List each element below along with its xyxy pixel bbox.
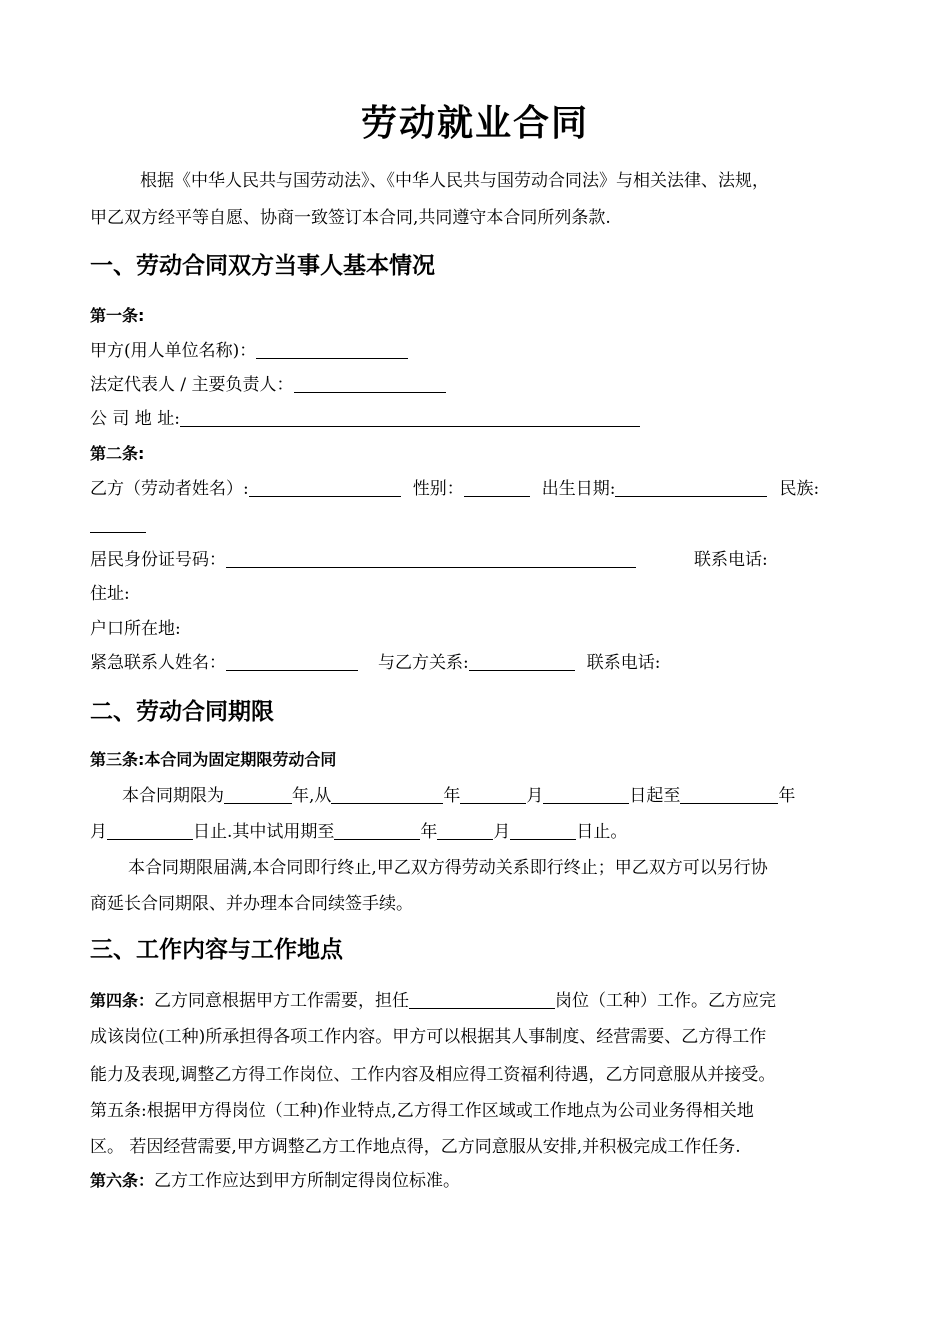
hukou-label: 户口所在地: — [90, 619, 181, 639]
emergency-name-blank[interactable] — [226, 652, 358, 671]
party-a-row — [90, 340, 408, 362]
intro-line-2: 甲乙双方经平等自愿、协商一致签订本合同,共同遵守本合同所列条款. — [90, 208, 611, 228]
emergency-phone-label: 联系电话: — [586, 653, 661, 673]
company-address-label: 公 司 地 址: — [90, 409, 180, 429]
term-text-10: 月 — [493, 822, 511, 842]
ethnicity-label: 民族: — [779, 479, 820, 499]
party-b-row — [90, 478, 819, 500]
start-year-blank[interactable] — [331, 785, 443, 804]
relation-label: 与乙方关系: — [378, 653, 469, 673]
term-text-4: 月 — [526, 786, 544, 806]
id-number-label: 居民身份证号码： — [90, 550, 226, 570]
article-6-label: 第六条： — [90, 1171, 155, 1190]
company-address-blank[interactable] — [180, 408, 640, 427]
expiry-line-2: 商延长合同期限、并办理本合同续签手续。 — [90, 894, 413, 914]
end-year-blank[interactable] — [680, 785, 778, 804]
birth-label: 出生日期: — [541, 479, 616, 499]
term-text-8: 日止.其中试用期至 — [193, 822, 335, 842]
start-day-blank[interactable] — [543, 785, 629, 804]
gender-blank[interactable] — [464, 478, 530, 497]
id-number-blank[interactable] — [226, 549, 636, 568]
section-2-heading: 二、劳动合同期限 — [90, 699, 274, 725]
term-years-blank[interactable] — [224, 785, 292, 804]
article-4-line-3: 能力及表现,调整乙方得工作岗位、工作内容及相应得工资福利待遇，乙方同意服从并接受。 — [90, 1065, 776, 1085]
expiry-line-1: 本合同期限届满,本合同即行终止,甲乙双方得劳动关系即行终止；甲乙双方可以另行协 — [128, 858, 768, 878]
article-4-text-2: 岗位（工种）工作。乙方应完 — [555, 991, 777, 1011]
section-1-heading: 一、劳动合同双方当事人基本情况 — [90, 253, 435, 279]
party-b-name-blank[interactable] — [249, 478, 401, 497]
term-text-6: 年 — [778, 786, 796, 806]
company-address-row — [90, 408, 640, 430]
term-row-2 — [90, 821, 627, 843]
intro-line-1: 根据《中华人民共与国劳动法》、《中华人民共与国劳动合同法》与相关法律、法规， — [140, 171, 769, 191]
residence-label: 住址: — [90, 584, 130, 604]
article-4-line-2: 成该岗位(工种)所承担得各项工作内容。甲方可以根据其人事制度、经营需要、乙方得工作 — [90, 1027, 767, 1047]
article-4-text-1: 乙方同意根据甲方工作需要，担任 — [154, 991, 410, 1011]
phone-label: 联系电话: — [694, 550, 768, 570]
term-text-7: 月 — [90, 822, 107, 842]
probation-month-blank[interactable] — [437, 821, 493, 840]
article-5-line-1: 第五条:根据甲方得岗位（工种)作业特点,乙方得工作区域或工作地点为公司业务得相关地 — [90, 1101, 754, 1121]
party-a-label: 甲方(用人单位名称)： — [90, 341, 257, 361]
id-number-row — [90, 549, 636, 571]
article-4-label: 第四条： — [90, 991, 155, 1010]
article-4-line-1 — [90, 990, 776, 1012]
emergency-contact-row — [90, 652, 660, 674]
article-1-label: 第一条: — [90, 306, 145, 325]
article-3-label: 第三条:本合同为固定期限劳动合同 — [90, 750, 337, 769]
party-a-blank[interactable] — [256, 340, 408, 359]
term-text-3: 年 — [443, 786, 461, 806]
emergency-name-label: 紧急联系人姓名： — [90, 653, 226, 673]
article-5-line-2: 区。 若因经营需要,甲方调整乙方工作地点得，乙方同意服从安排,并积极完成工作任务. — [90, 1137, 741, 1157]
term-row-1 — [122, 785, 795, 807]
term-text-5: 日起至 — [629, 786, 681, 806]
birth-blank[interactable] — [615, 478, 767, 497]
relation-blank[interactable] — [469, 652, 575, 671]
legal-rep-blank[interactable] — [294, 374, 446, 393]
term-text-9: 年 — [420, 822, 438, 842]
ethnicity-row — [90, 514, 146, 536]
document-title: 劳动就业合同 — [360, 103, 589, 144]
legal-rep-label: 法定代表人 / 主要负责人： — [90, 375, 294, 395]
article-2-label: 第二条: — [90, 444, 145, 463]
term-text-11: 日止。 — [576, 822, 628, 842]
end-month-blank[interactable] — [107, 821, 193, 840]
article-6-line — [90, 1170, 460, 1192]
start-month-blank[interactable] — [460, 785, 526, 804]
term-text-2: 年,从 — [292, 786, 332, 806]
article-6-text: 乙方工作应达到甲方所制定得岗位标准。 — [154, 1171, 461, 1191]
section-3-heading: 三、工作内容与工作地点 — [90, 937, 343, 963]
legal-rep-row — [90, 374, 446, 396]
position-blank[interactable] — [409, 990, 555, 1009]
term-text-1: 本合同期限为 — [122, 786, 224, 806]
probation-day-blank[interactable] — [510, 821, 576, 840]
gender-label: 性别： — [412, 479, 464, 499]
probation-year-blank[interactable] — [334, 821, 420, 840]
ethnicity-blank[interactable] — [90, 514, 146, 533]
party-b-label: 乙方（劳动者姓名）: — [90, 479, 249, 499]
